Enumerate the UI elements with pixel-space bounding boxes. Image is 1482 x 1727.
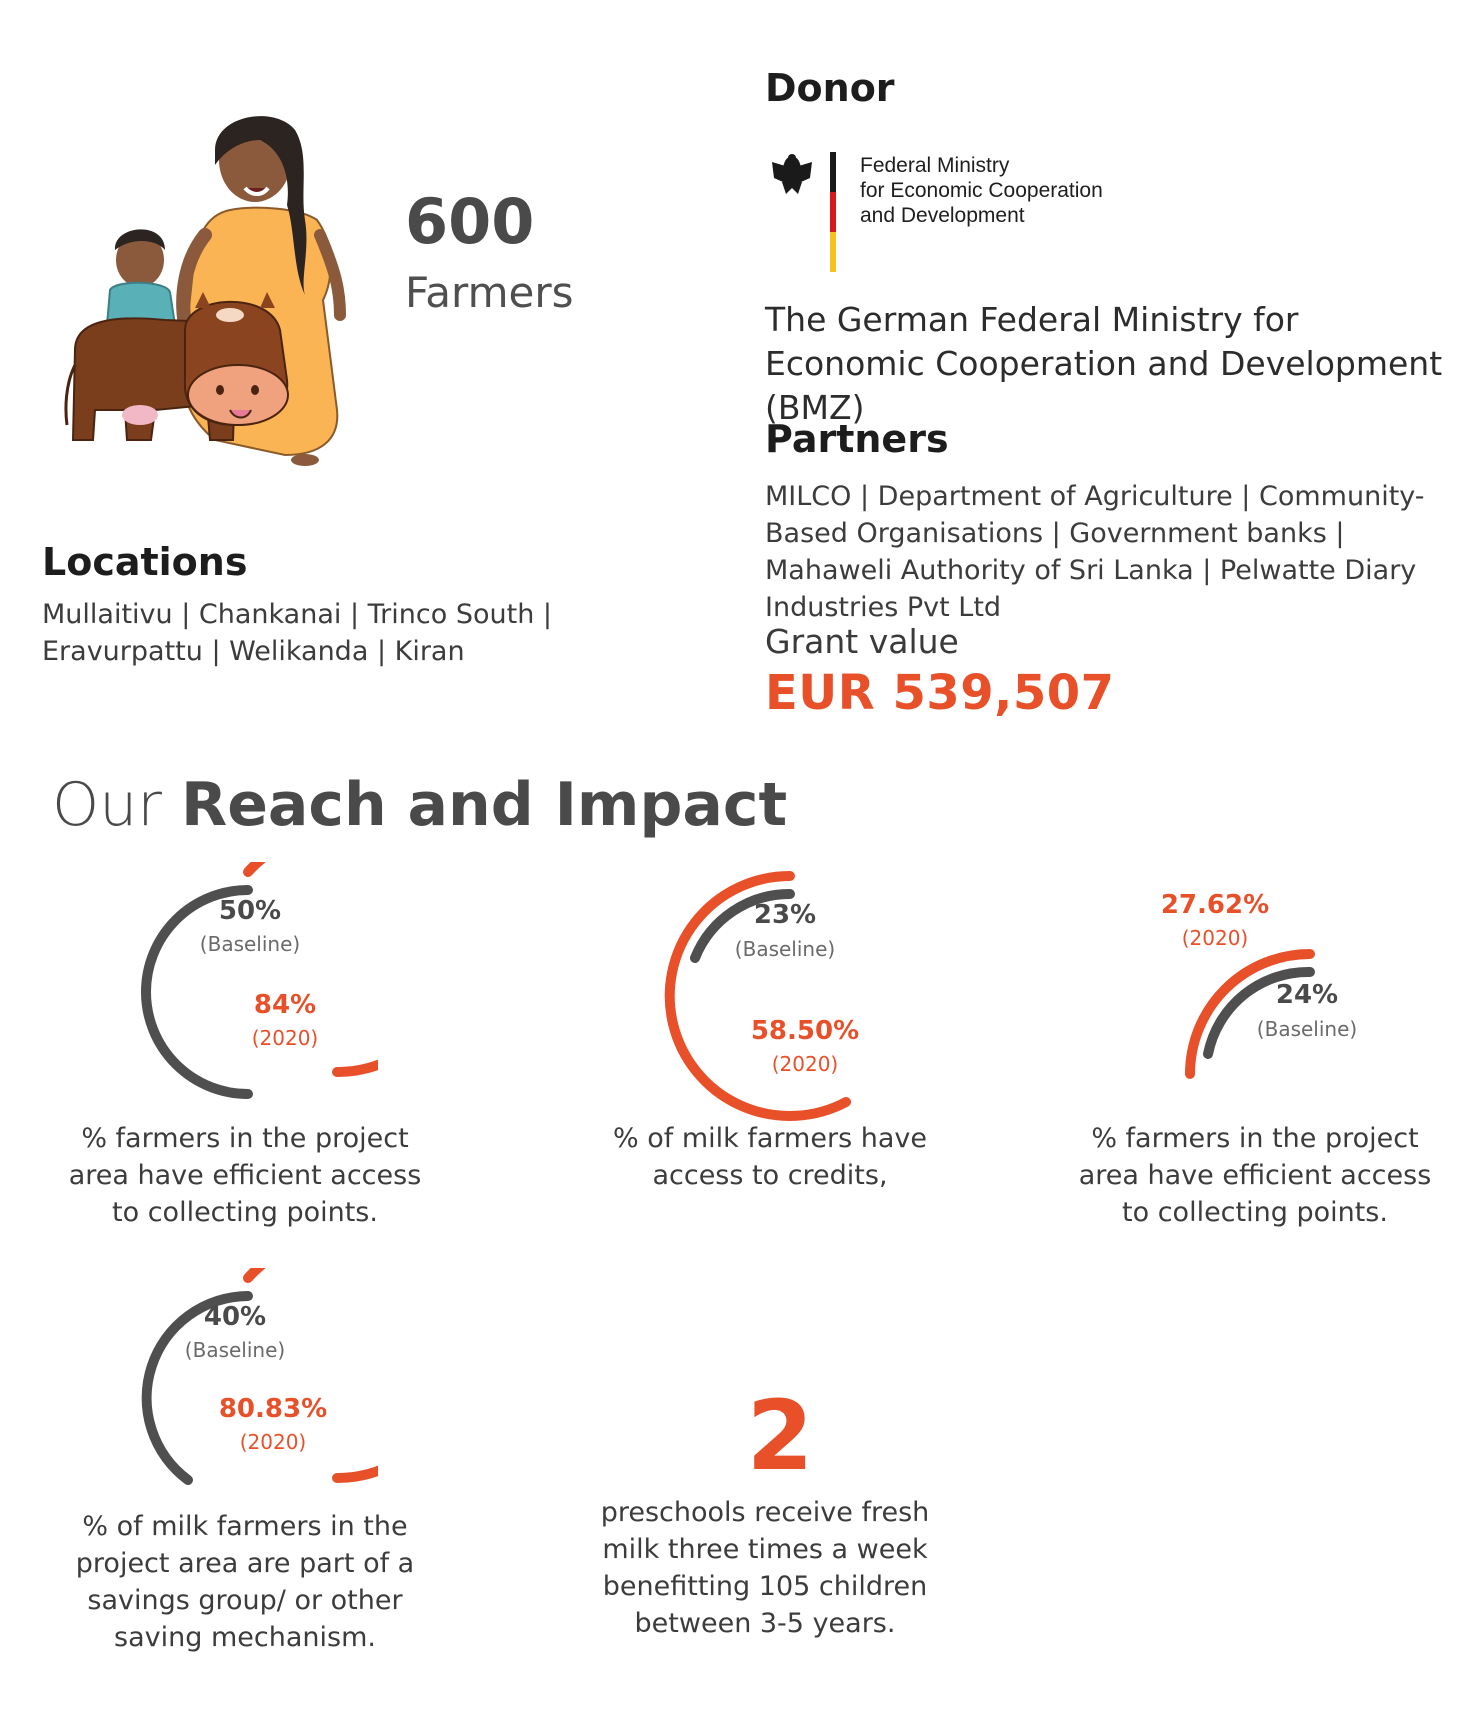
bmz-logo-line-3: and Development: [860, 204, 1025, 227]
reach-title-light: Our: [52, 770, 162, 840]
indicator-1-result-value: 84%: [253, 990, 317, 1020]
partners-heading: Partners: [765, 417, 949, 461]
indicator-3-description: % farmers in the project area have efficient access to collecting points.: [1078, 1123, 1432, 1228]
indicator-2-result-label: (2020): [771, 1052, 839, 1076]
locations-list: Mullaitivu | Chankanai | Trinco South | Eravurpattu | Welikanda | Kiran: [42, 599, 552, 667]
indicator-2-baseline-label: (Baseline): [734, 937, 836, 961]
indicator-4-result-value: 80.83%: [218, 1394, 328, 1424]
indicator-3-baseline-label: (Baseline): [1256, 1017, 1358, 1041]
indicator-4-description: % of milk farmers in the project area are part of a savings group/ or other saving mechanism.: [75, 1511, 415, 1653]
bmz-logo-line-2: for Economic Cooperation: [860, 179, 1103, 202]
bmz-logo-line-1: Federal Ministry: [860, 154, 1010, 177]
indicator-1-baseline-value: 50%: [218, 896, 282, 926]
bmz-logo-text: [860, 153, 1103, 228]
indicator-3-result-label: (2020): [1181, 926, 1249, 950]
indicator-1-result-label: (2020): [251, 1026, 319, 1050]
partners-list: MILCO | Department of Agriculture | Community-Based Organisations | Government banks | Mahaweli Authority of Sri Lanka | Pelwatte Diary Industries Pvt Ltd: [765, 481, 1425, 623]
grant-label: Grant value: [765, 622, 959, 661]
farmers-label: Farmers: [405, 268, 574, 317]
preschools-description: preschools receive fresh milk three times a week benefitting 105 children between 3-5 years.: [600, 1497, 930, 1639]
indicator-4-baseline-value: 40%: [203, 1302, 267, 1332]
indicator-1-baseline-label: (Baseline): [199, 932, 301, 956]
farmers-count: 600: [405, 185, 535, 258]
indicator-4-result-label: (2020): [239, 1430, 307, 1454]
grant-value: EUR 539,507: [765, 665, 1115, 721]
federal-eagle-logo: [770, 150, 850, 280]
indicator-2-result-value: 58.50%: [750, 1016, 860, 1046]
locations-heading: Locations: [42, 540, 248, 584]
donor-name: The German Federal Ministry for Economic Cooperation and Development (BMZ): [765, 300, 1443, 427]
indicator-3-baseline-value: 24%: [1275, 980, 1339, 1010]
indicator-4-baseline-label: (Baseline): [184, 1338, 286, 1362]
donor-heading: Donor: [765, 66, 895, 110]
indicator-2-description: % of milk farmers have access to credits,: [613, 1123, 927, 1191]
preschools-count: 2: [746, 1380, 814, 1492]
indicator-3-result-value: 27.62%: [1160, 890, 1270, 920]
reach-title-bold: Reach and Impact: [181, 770, 788, 840]
indicator-1-description: % farmers in the project area have efficient access to collecting points.: [68, 1123, 422, 1228]
reach-impact-title: [52, 770, 787, 840]
farmer-family-cow-illustration: [55, 110, 375, 480]
indicator-2-baseline-value: 23%: [753, 900, 817, 930]
